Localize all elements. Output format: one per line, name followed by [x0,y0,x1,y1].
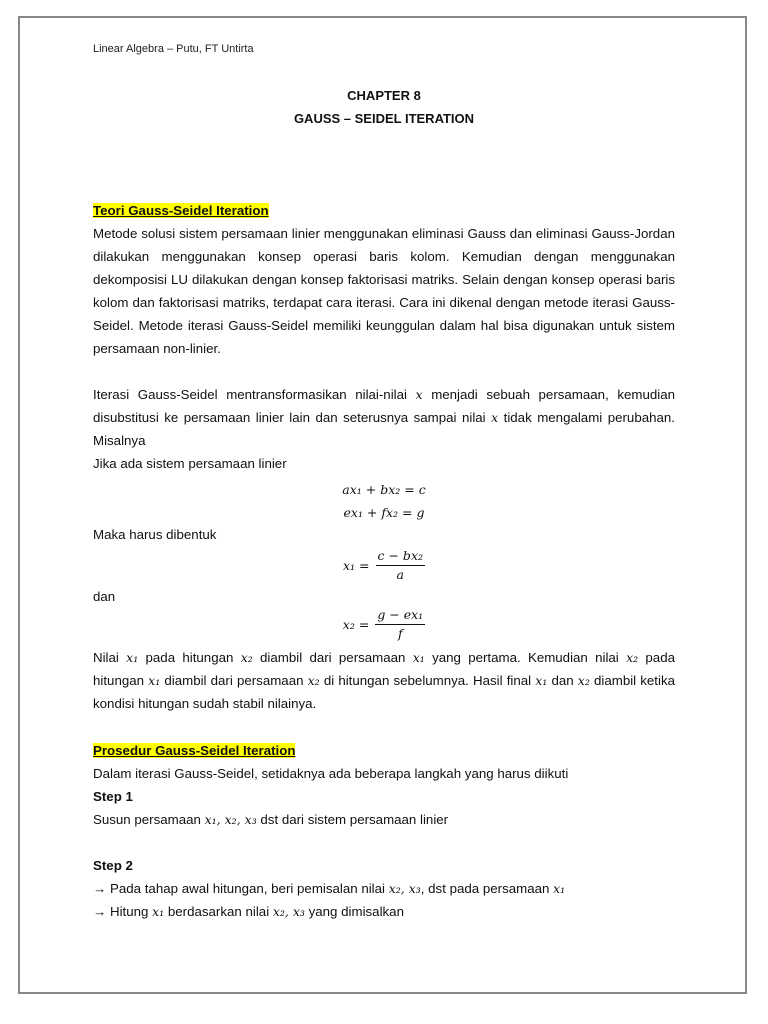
section-procedure [93,739,675,923]
line-dan: dan [93,589,116,604]
equation-1: ax₁ + bx₂ = c [342,482,426,497]
equation-x1-fraction: x₁ = $\frac{\text{c − bx₂}}{a}$ [343,548,423,582]
line-maka: Maka harus dibentuk [93,527,217,542]
step-1-text: Susun persamaan x₁, x₂, x₃ dst dari sistem persamaan linier [93,812,449,827]
theory-paragraph-1: Metode solusi sistem persamaan linier menggunakan eliminasi Gauss dan eliminasi Gauss-Jordan dilakukan menggunakan konsep operasi baris kolom. Kemudian dengan menggunakan dekomposisi LU dilakukan dengan konsep faktorisasi matriks. Selain dengan konsep operasi baris kolom dan faktorisasi matriks, terdapat cara iterasi. Cara ini dikenal dengan metode iterasi Gauss-Seidel. Metode iterasi Gauss-Seidel memiliki keunggulan dalam hal bisa digunakan untuk sistem persamaan non-linier. [93,226,675,356]
theory-paragraph-3: Nilai x₁ pada hitungan x₂ diambil dari persamaan x₁ yang pertama. Kemudian nilai x₂ pada hitungan x₁ diambil dari persamaan x₂ di hitungan sebelumnya. Hasil final x₁ dan x₂ diambil ketika kondisi hitungan sudah stabil nilainya. [93,650,676,711]
step-2-line-2: → Hitung x₁ berdasarkan nilai x₂, x₃ yang dimisalkan [93,904,404,919]
section-heading-procedure: Prosedur Gauss-Seidel Iteration [93,743,296,758]
step-2-label: Step 2 [93,858,133,873]
step-1-label: Step 1 [93,789,133,804]
step-2-line-1: → Pada tahap awal hitungan, beri pemisalan nilai x₂, x₃, dst pada persamaan x₁ [93,881,566,896]
theory-paragraph-2: Iterasi Gauss-Seidel mentransformasikan nilai-nilai x menjadi sebuah persamaan, kemudian disubstitusi ke persamaan linier lain dan seterusnya sampai nilai x tidak mengalami perubahan. Misalnya [93,387,675,448]
chapter-title: GAUSS – SEIDEL ITERATION [293,111,475,126]
section-theory [93,199,675,475]
running-header: Linear Algebra – Putu, FT Untirta [93,43,254,55]
procedure-intro: Dalam iterasi Gauss-Seidel, setidaknya ada beberapa langkah yang harus diikuti [93,766,569,781]
equation-x2-fraction: x₂ = $\frac{\text{g − ex₁}}{f}$ [342,607,424,641]
chapter-number: CHAPTER 8 [347,88,421,103]
section-heading-theory: Teori Gauss-Seidel Iteration [93,203,269,218]
line-jika: Jika ada sistem persamaan linier [93,456,287,471]
equation-2: ex₁ + fx₂ = g [343,505,425,520]
